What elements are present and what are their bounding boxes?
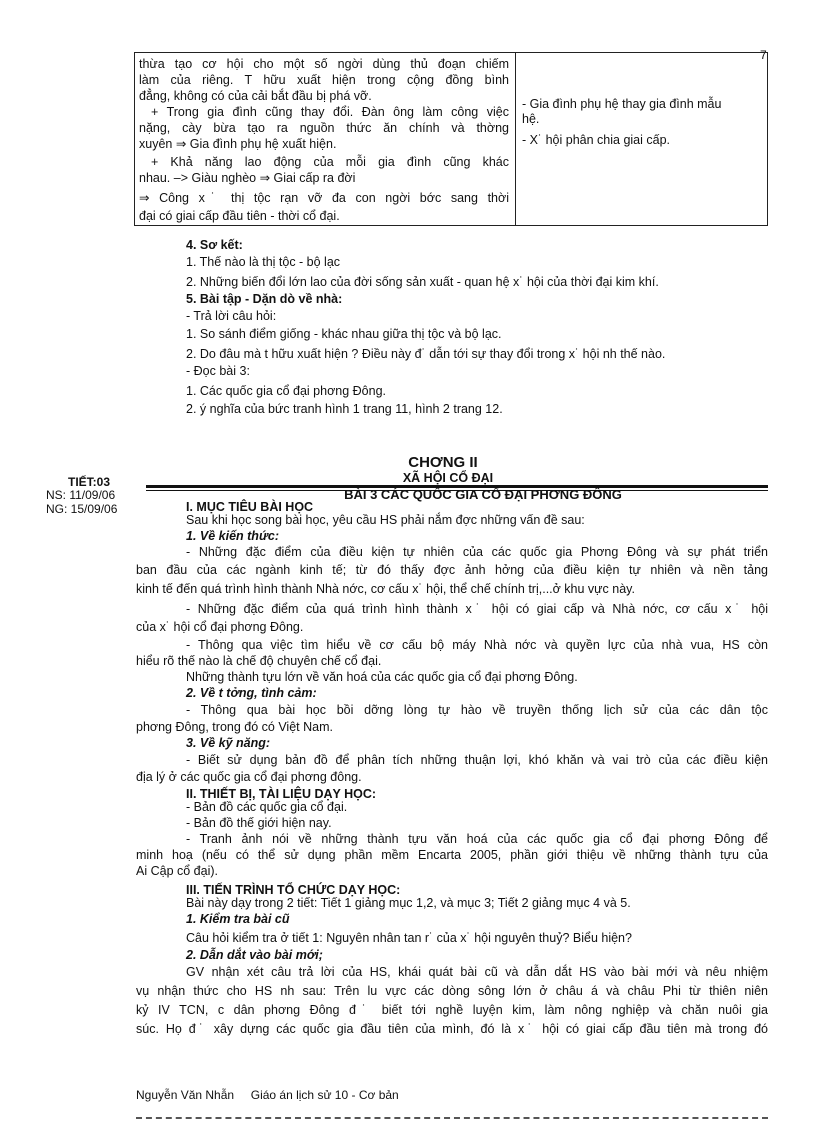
- thiet-bi-line: - Bản đồ thế giới hiện nay.: [186, 816, 332, 830]
- so-ket-heading: 4. Sơ kết:: [186, 238, 243, 252]
- ky-nang-heading: 3. Về kỹ năng:: [186, 736, 271, 750]
- tien-trinh-heading: III. TIẾN TRÌNH TỔ CHỨC DẠY HỌC:: [186, 883, 401, 897]
- kiem-tra-heading: 1. Kiểm tra bài cũ: [186, 912, 290, 926]
- kien-thuc-line: kinh tế đến quá trình hình thành Nhà nớc, cơ cấu x˙ hội, thể chế chính trị,...ở khu vực này.: [136, 582, 635, 596]
- table-left-line: xuyên ⇒ Gia đình phụ hệ xuất hiện.: [139, 137, 337, 151]
- thiet-bi-heading: II. THIẾT BỊ, TÀI LIỆU DẠY HỌC:: [186, 787, 377, 801]
- thiet-bi-line: Ai Cập cổ đại).: [136, 864, 218, 878]
- dan-dat-line: GV nhận xét câu trả lời của HS, khái quát bài cũ và dẫn dắt HS vào bài mới và nêu nhiệm: [186, 965, 768, 979]
- bai-tap-item: - Trả lời câu hỏi:: [186, 309, 277, 323]
- kien-thuc-line: hiểu rõ thế nào là chế độ chuyên chế cổ đại.: [136, 654, 382, 668]
- kien-thuc-heading: 1. Về kiến thức:: [186, 529, 279, 543]
- table-left-line: làm của riêng. T hữu xuất hiện trong cộng đồng bình: [139, 73, 509, 87]
- table-left-line: đại có giai cấp đầu tiên - thời cổ đại.: [139, 209, 340, 223]
- ky-nang-line: địa lý ở các quốc gia cổ đại phơng đông.: [136, 770, 362, 784]
- bai-tap-item: 1. Các quốc gia cổ đại phơng Đông.: [186, 384, 386, 398]
- table-left-line: thừa tạo cơ hội cho một số ngời dùng thủ đoạn chiếm: [139, 57, 509, 71]
- footer-text: Nguyễn Văn Nhẫn Giáo án lịch sử 10 - Cơ bản: [136, 1088, 399, 1102]
- muc-tieu-heading: I. MỤC TIÊU BÀI HỌC: [186, 500, 314, 514]
- tien-trinh-intro: Bài này dạy trong 2 tiết: Tiết 1 giảng mục 1,2, và mục 3; Tiết 2 giảng mục 4 và 5.: [186, 896, 631, 910]
- chapter-title: CHƠNG II: [408, 454, 478, 471]
- kiem-tra-text: Câu hỏi kiểm tra ở tiết 1: Nguyên nhân tan r˙ của x˙ hội nguyên thuỷ? Biểu hiện?: [186, 931, 632, 945]
- tu-tuong-heading: 2. Về t tởng, tình cảm:: [186, 686, 317, 700]
- so-ket-item: 1. Thế nào là thị tộc - bộ lạc: [186, 255, 341, 269]
- kien-thuc-line: của x˙ hội cổ đại phơng Đông.: [136, 620, 304, 634]
- ngay-soan: NS: 11/09/06: [46, 488, 116, 502]
- table-left-line: ⇒ Công x˙ thị tộc rạn vỡ đa con ngời bớc sang thời: [139, 191, 509, 205]
- table-left-line: + Trong gia đình cũng thay đổi. Đàn ông làm công việc: [151, 105, 509, 119]
- table-right-line: hệ.: [522, 112, 540, 126]
- tu-tuong-line: phơng Đông, trong đó có Việt Nam.: [136, 720, 333, 734]
- dan-dat-heading: 2. Dẫn dắt vào bài mới;: [186, 948, 323, 962]
- table-left-cell: [135, 53, 516, 226]
- bai-tap-item: 2. Do đâu mà t hữu xuất hiện ? Điều này đ˙ dẫn tới sự thay đổi trong x˙ hội nh thế nào.: [186, 347, 666, 361]
- chapter-subtitle: XÃ HỘI CỔ ĐẠI: [402, 471, 494, 485]
- table-left-line: nặng, cày bừa tạo ra nguồn thức ăn chính và thờng: [139, 121, 509, 135]
- kien-thuc-line: Những thành tựu lớn về văn hoá của các quốc gia cổ đại phơng Đông.: [186, 670, 578, 684]
- content-table: [134, 52, 768, 226]
- page-number: 7: [760, 48, 767, 62]
- kien-thuc-line: ban đầu của các ngành kinh tế; từ đó thấy đợc ảnh hởng của điều kiện tự nhiên và nền tảng: [136, 563, 768, 577]
- dan-dat-line: kỷ IV TCN, c dân phơng Đông đ˙ biết tới nghề luyện kim, làm nông nghiệp và chăn nuôi gia: [136, 1003, 768, 1017]
- table-left-line: đẳng, không có của cải bắt đầu bị phá vỡ.: [139, 89, 372, 103]
- thiet-bi-line: - Tranh ảnh nói về những thành tựu văn hoá của các quốc gia cổ đại phơng Đông để: [186, 832, 768, 846]
- thiet-bi-line: - Bản đồ các quốc gia cổ đại.: [186, 800, 348, 814]
- bai-tap-heading: 5. Bài tập - Dặn dò về nhà:: [186, 292, 343, 306]
- table-left-line: + Khả năng lao động của mỗi gia đình cũng khác: [151, 155, 509, 169]
- tu-tuong-line: - Thông qua bài học bồi dỡng lòng tự hào về truyền thống lịch sử của các dân tộc: [186, 703, 768, 717]
- table-right-line: - Gia đình phụ hệ thay gia đình mẫu: [522, 97, 722, 111]
- lesson-title: BÀI 3 CÁC QUỐC GIA CỔ ĐẠI PHƠNG ĐÔNG: [344, 487, 622, 502]
- thiet-bi-line: minh hoạ (nếu có thể sử dụng phần mềm Encarta 2005, phần giới thiệu về những thành tựu của: [136, 848, 768, 862]
- footer-rule: [136, 1117, 768, 1119]
- ky-nang-line: - Biết sử dụng bản đồ để phân tích những thuận lợi, khó khăn và vai trò của các điều kiện: [186, 753, 768, 767]
- table-right-cell: [516, 53, 768, 226]
- kien-thuc-line: - Những đặc điểm của điều kiện tự nhiên của các quốc gia Phơng Đông và sự phát triển: [186, 545, 768, 559]
- table-right-line: - X˙ hội phân chia giai cấp.: [522, 133, 671, 147]
- table-left-line: nhau. –> Giàu nghèo ⇒ Giai cấp ra đời: [139, 171, 356, 185]
- dan-dat-line: súc. Họ đ˙ xây dựng các quốc gia đầu tiên của mình, đó là x˙ hội có giai cấp đầu tiên mà trong đó: [136, 1022, 768, 1036]
- bai-tap-item: 2. ý nghĩa của bức tranh hình 1 trang 11, hình 2 trang 12.: [186, 402, 503, 416]
- dan-dat-line: vụ nhận thức cho HS nh sau: Trên lu vực các dòng sông lớn ở châu á và châu Phi từ thiên niên: [136, 984, 768, 998]
- so-ket-item: 2. Những biến đổi lớn lao của đời sống sản xuất - quan hệ x˙ hội của thời đại kim khí.: [186, 275, 659, 289]
- kien-thuc-line: - Thông qua việc tìm hiểu về cơ cấu bộ máy Nhà nớc và quyền lực của nhà vua, HS còn: [186, 638, 768, 652]
- tiet-label: TIẾT:03: [68, 475, 111, 489]
- bai-tap-item: 1. So sánh điểm giống - khác nhau giữa thị tộc và bộ lạc.: [186, 327, 502, 341]
- muc-tieu-intro: Sau khi học song bài học, yêu cầu HS phải nắm đợc những vấn đề sau:: [186, 513, 585, 527]
- bai-tap-item: - Đọc bài 3:: [186, 364, 250, 378]
- ngay-giang: NG: 15/09/06: [46, 502, 118, 516]
- kien-thuc-line: - Những đặc điểm của quá trình hình thành x˙ hội có giai cấp và Nhà nớc, cơ cấu x˙ hội: [186, 602, 768, 616]
